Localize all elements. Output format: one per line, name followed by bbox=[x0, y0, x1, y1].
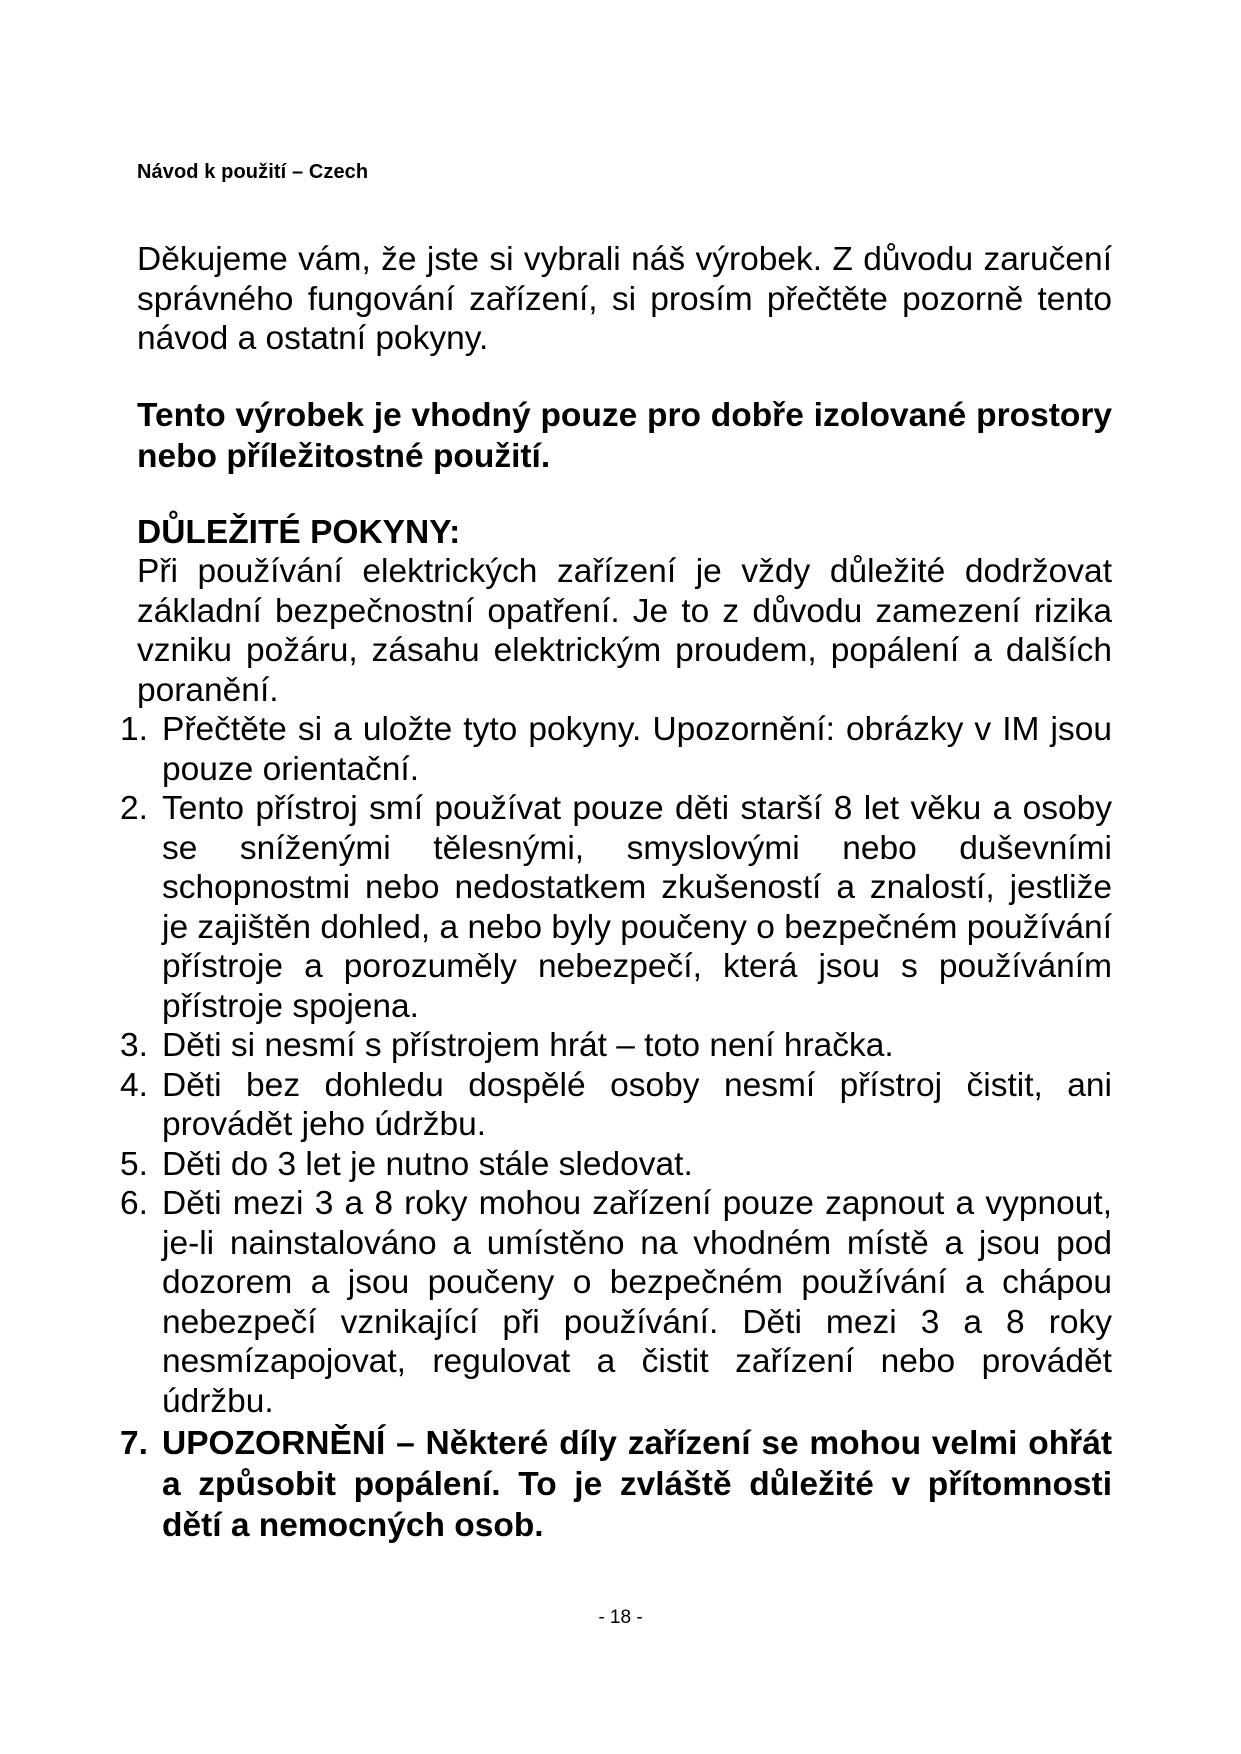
list-item-text: Děti bez dohledu dospělé osoby nesmí přístroj čistit, ani provádět jeho údržbu. bbox=[162, 1066, 1112, 1143]
list-item-text: Děti do 3 let je nutno stále sledovat. bbox=[162, 1145, 693, 1183]
document-body bbox=[120, 240, 1112, 1546]
page-number: - 18 - bbox=[598, 1607, 643, 1628]
list-item-text: Tento přístroj smí používat pouze děti starší 8 let věku a osoby se sníženými tělesnými, smyslovými nebo duševními schopnostmi nebo nedostatkem zkušeností a znalostí, jestliže je zajištěn dohled, a nebo byly poučeny o bezpečném používání přístroje a porozuměly nebezpečí, která jsou s používáním přístroje spojena. bbox=[162, 790, 1112, 1025]
document-header: Návod k použití – Czech bbox=[137, 161, 369, 183]
list-item-number: 4. bbox=[120, 1066, 148, 1104]
list-item-number: 1. bbox=[120, 711, 148, 748]
list-item-text: Přečtěte si a uložte tyto pokyny. Upozornění: obrázky v IM jsou pouze orientační. bbox=[162, 711, 1112, 788]
list-item-warning bbox=[120, 1423, 1112, 1546]
list-item-text: Děti mezi 3 a 8 roky mohou zařízení pouze zapnout a vypnout, je-li nainstalováno a umístěno na vhodném místě a jsou pod dozorem a jsou poučeny o bezpečném používání a chápou nebezpečí vznikající při používání. Děti mezi 3 a 8 roky nesmízapojovat, regulovat a čistit zařízení nebo provádět údržbu. bbox=[162, 1185, 1112, 1420]
list-item-number: 2. bbox=[120, 790, 148, 827]
intro-paragraph: Děkujeme vám, že jste si vybrali náš výrobek. Z důvodu zaručení správného fungování zařízení, si prosím přečtěte pozorně tento návod a ostatní pokyny. bbox=[137, 241, 1112, 357]
list-item-number: 3. bbox=[120, 1027, 148, 1064]
important-instructions-text: Při používání elektrických zařízení je vždy důležité dodržovat základní bezpečnostní opatření. Je to z důvodu zamezení rizika vzniku požáru, zásahu elektrickým proudem, popálení a dalších poranění. bbox=[137, 553, 1112, 709]
list-item bbox=[120, 1184, 1112, 1421]
safety-instructions-list bbox=[120, 710, 1112, 1546]
list-item-text: UPOZORNĚNÍ – Některé díly zařízení se mohou velmi ohřát a způsobit popálení. To je zvláště důležité v přítomnosti dětí a nemocných osob. bbox=[162, 1425, 1112, 1544]
list-item bbox=[120, 710, 1112, 789]
list-item-text: Děti si nesmí s přístrojem hrát – toto není hračka. bbox=[162, 1027, 894, 1064]
list-item bbox=[120, 789, 1112, 1026]
list-item bbox=[120, 1026, 1112, 1066]
list-item-number: 5. bbox=[120, 1145, 148, 1183]
suitability-notice: Tento výrobek je vhodný pouze pro dobře izolované prostory nebo příležitostné použití. bbox=[137, 396, 1112, 475]
list-item bbox=[120, 1145, 1112, 1185]
list-item-number: 7. bbox=[120, 1425, 148, 1462]
list-item bbox=[120, 1066, 1112, 1145]
important-instructions-title: DŮLEŽITÉ POKYNY: bbox=[137, 513, 461, 551]
list-item-number: 6. bbox=[120, 1185, 148, 1222]
